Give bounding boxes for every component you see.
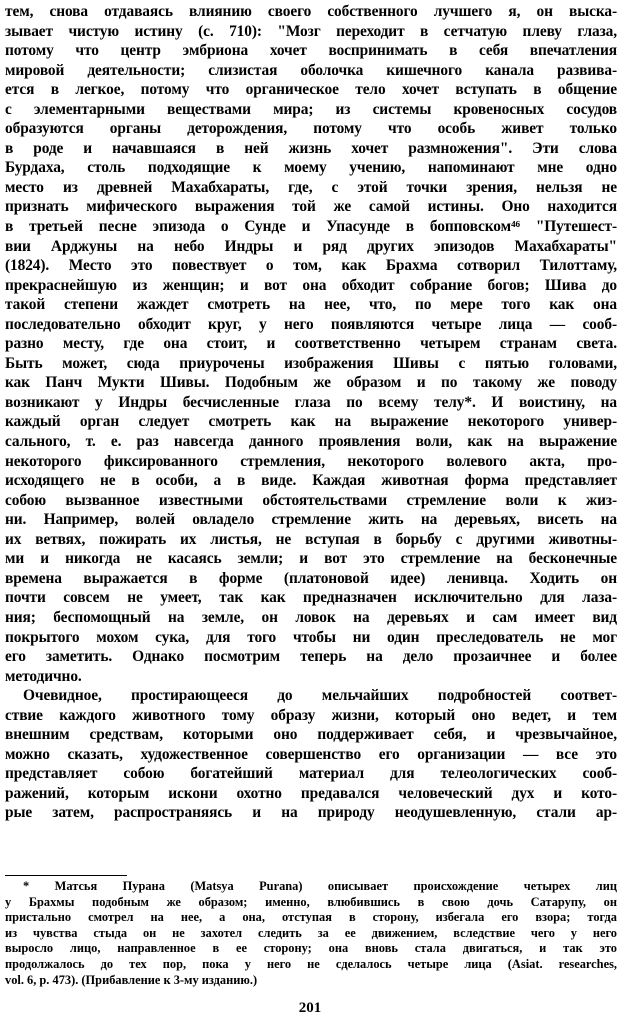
text-line: сального, т. е. раз навсегда данного проявления воли, как на выражение: [5, 433, 617, 451]
footnote-line: из чувства стыда он не захотел следить за ее движением, вследствие чего у него: [5, 925, 617, 940]
footnote-line: продолжалось до тех пор, пока у него не сделалось четыре лица (Asiat. researches,: [5, 956, 617, 971]
text-line: с элементарными веществами мира; из системы кровеносных сосудов: [5, 100, 617, 118]
main-text: [5, 2, 617, 823]
footnote: [5, 879, 617, 988]
paragraph-start-line: Очевидное, простирающееся до мельчайших подробностей соответ-: [23, 687, 617, 705]
text-line: место из древней Махабхараты, где, с этой точки зрения, нельзя не: [5, 178, 617, 196]
text-line: прекраснейшую из женщин; и вот она обходит собрание богов; Шива до: [5, 276, 617, 294]
text-line: ния; беспомощный на земле, он ловок на деревьях и сам имеет вид: [5, 608, 617, 626]
text-line: ствие каждого животного тому образу жизни, который оно ведет, и тем: [5, 706, 617, 724]
text-line: ни. Например, волей овладело стремление жить на деревьях, висеть на: [5, 511, 617, 529]
text-line: методично.: [5, 667, 82, 685]
text-line: признать мифического выражения той же самой истины. Оно находится: [5, 198, 617, 216]
text-line: образуются органы деторождения, потому что особь живет только: [5, 120, 617, 138]
text-line: потому что центр эмбриона хочет воспринимать в себя впечатления: [5, 42, 617, 60]
text-line: ми и никогда не касаясь земли; и вот это стремление на бесконечные: [5, 550, 617, 568]
text-line: такой степени жаждет смотреть на нее, что, по мере того как она: [5, 296, 617, 314]
text-line: их ветвях, пожирать их листья, не вступая в борьбу с другими животны-: [5, 530, 617, 548]
text-line: ражений, которым искони охотно предавался человеческий дух и кото-: [5, 784, 617, 802]
text-line: Быть может, сюда приурочены изображения Шивы с пятью головами,: [5, 354, 617, 372]
footnote-line: у Брахмы подобным же образом; именно, влюбившись в свою дочь Сатарупу, он: [5, 894, 617, 909]
text-line: можно сказать, художественное совершенство его организации — все это: [5, 745, 617, 763]
page-number: 201: [298, 1000, 322, 1016]
text-line: зывает чистую истину (с. 710): "Мозг переходит в сетчатую плеву глаза,: [5, 22, 617, 40]
footnote-line: vol. 6, p. 473). (Прибавление к 3-му изданию.): [5, 972, 258, 987]
text-line: покрытого мохом сука, для того чтобы ни один преследователь не мог: [5, 628, 617, 646]
text-line: (1824). Место это повествует о том, как Брахма сотворил Тилоттаму,: [5, 257, 617, 275]
text-line: каждый орган следует смотреть как на выражение некоторого универ-: [5, 413, 617, 431]
text-line: его заметить. Однако посмотрим теперь на дело прозаичнее и более: [5, 648, 617, 666]
text-line: тем, снова отдаваясь влиянию своего собственного лучшего я, он выска-: [5, 3, 617, 20]
text-line: исходящего не в особи, а в виде. Каждая животная форма представляет: [5, 472, 617, 490]
text-line: разно месту, где она стоит, и соответственно четырем странам света.: [5, 335, 617, 353]
text-line: в роде и начавшаяся в ней жизнь хочет размножения". Эти слова: [5, 139, 617, 157]
footnote-line: * Матсья Пурана (Matsya Purana) описывает происхождение четырех лиц: [23, 879, 617, 893]
footnote-line: пристально смотрел на нее, а она, отступая в сторону, избегала его взора; тогда: [5, 910, 617, 925]
text-line: в третьей песне эпизода о Сунде и Упасунде в бопповском⁴⁶ "Путешест-: [5, 218, 617, 236]
text-line: рые затем, распространяясь и на природу неодушевленную, стали ар-: [5, 804, 617, 822]
text-line: как Панч Мукти Шивы. Подобным же образом и по такому же поводу: [5, 374, 617, 392]
text-line: внешним средствам, которыми оно поддерживает себя, и чрезвычайное,: [5, 726, 617, 744]
text-line: последовательно обходит круг, у него появляются четыре лица — сооб-: [5, 315, 617, 333]
text-line: времена выражается в форме (платоновой идее) ленивца. Ходить он: [5, 569, 617, 587]
text-line: вии Арджуны на небо Индры и ряд других эпизодов Махабхараты": [5, 237, 617, 255]
text-line: возникают у Индры бесчисленные глаза по всему телу*. И воистину, на: [5, 393, 617, 411]
text-line: почти совсем не умеет, так как предназначен исключительно для лаза-: [5, 589, 617, 607]
text-line: ется в легкое, потому что органическое тело хочет вступать в общение: [5, 81, 617, 99]
text-line: собою вызванное известными обстоятельствами стремление воли к жиз-: [5, 491, 617, 509]
text-line: Бурдаха, столь подходящие к моему учению, напоминают мне одно: [5, 159, 617, 177]
footnote-line: выросло лицо, направленное в ее сторону; она вновь стала двигаться, и так это: [5, 941, 617, 956]
text-line: некоторого фиксированного стремления, некоторого волевого акта, про-: [5, 452, 617, 470]
text-line: мировой деятельности; слизистая оболочка кишечного канала развива-: [5, 61, 617, 79]
footnote-divider: [5, 875, 127, 876]
text-line: представляет собою богатейший материал для телеологических сооб-: [5, 765, 617, 783]
